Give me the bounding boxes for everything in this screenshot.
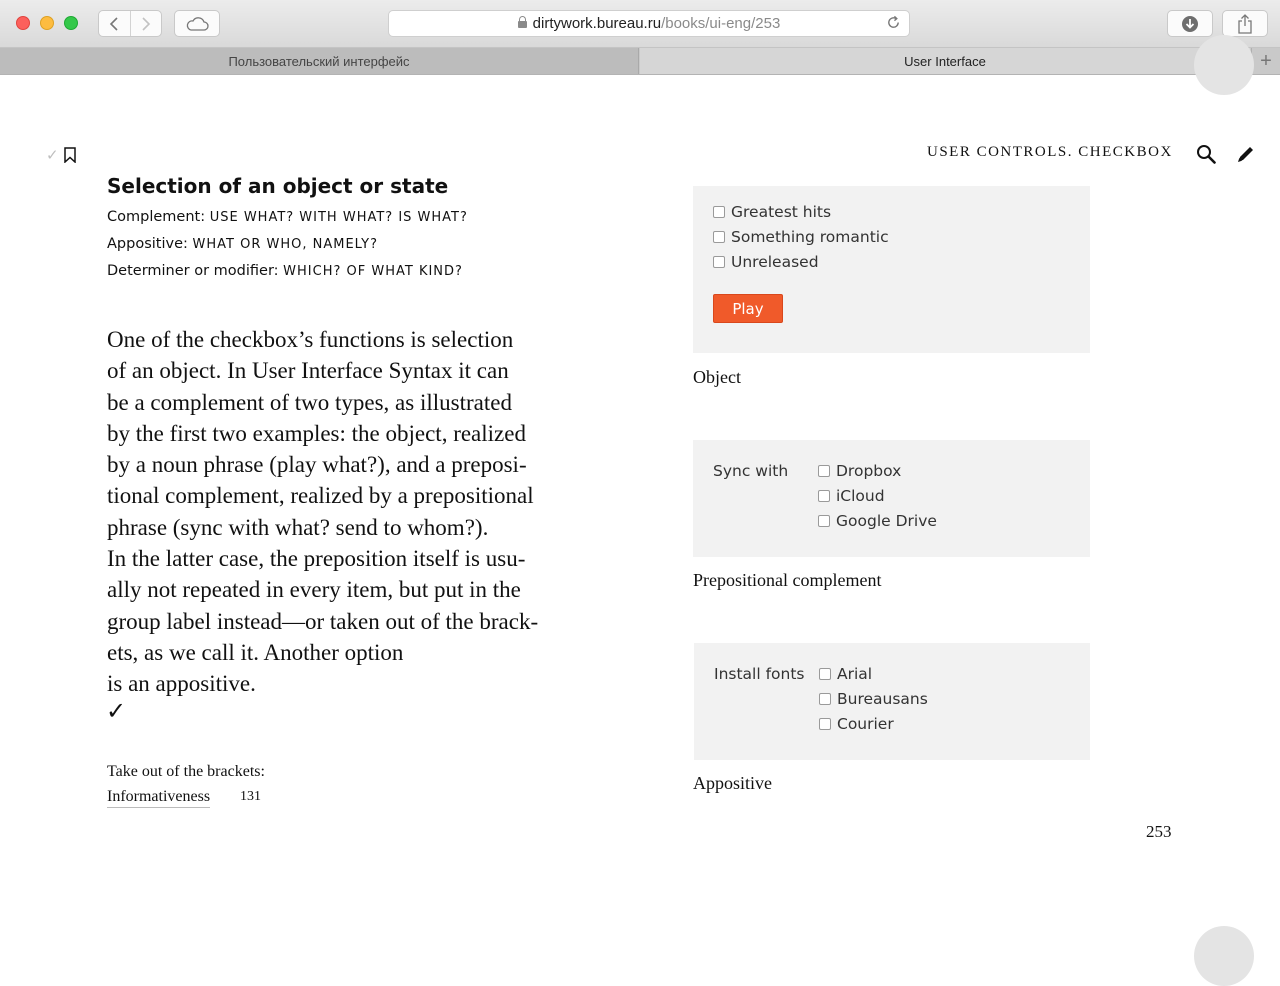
checkbox-greatest-hits[interactable] [713, 200, 831, 224]
checkbox-label: Greatest hits [731, 203, 832, 221]
checkbox-box[interactable] [713, 206, 725, 218]
pencil-icon[interactable] [1236, 144, 1256, 164]
checkbox-icloud[interactable] [818, 484, 885, 508]
checkbox-unreleased[interactable] [713, 250, 819, 274]
checkbox-box[interactable] [818, 515, 830, 527]
reload-button[interactable] [886, 15, 901, 35]
checkbox-something-romantic[interactable] [713, 225, 889, 249]
checkbox-courier[interactable] [819, 712, 894, 736]
body-line: In the latter case, the preposition itself is usu- [107, 546, 526, 572]
checkbox-label: Arial [837, 665, 873, 683]
checkbox-box[interactable] [819, 718, 831, 730]
body-line: One of the checkbox’s functions is selection [107, 327, 514, 352]
url-host: dirtywork.bureau.ru [532, 15, 662, 32]
lock-icon [518, 21, 527, 28]
sub-line-questions: USE WHAT? WITH WHAT? IS WHAT? [209, 210, 468, 225]
checkbox-box[interactable] [818, 465, 830, 477]
group-label-install-fonts: Install fonts [714, 665, 805, 683]
bookmark-icon[interactable] [64, 147, 76, 163]
caption-object: Object [693, 367, 741, 387]
sub-line-prefix: Complement: [107, 209, 210, 225]
body-line: by a noun phrase (play what?), and a preposi- [107, 452, 527, 478]
left-column [107, 174, 607, 285]
share-button[interactable] [1222, 10, 1268, 37]
browser-toolbar [0, 0, 1280, 48]
window-close-button[interactable] [16, 16, 30, 30]
checkbox-label: Unreleased [731, 253, 819, 271]
body-paragraph [107, 324, 587, 700]
tab-bar [0, 48, 1280, 75]
body-line: phrase (sync with what? send to whom?). [107, 514, 489, 540]
checkbox-label: Courier [837, 715, 894, 733]
example-object-panel [693, 186, 1090, 353]
window-zoom-button[interactable] [64, 16, 78, 30]
window-minimize-button[interactable] [40, 16, 54, 30]
sub-line-determiner [107, 258, 607, 285]
sub-line-questions: WHICH? OF WHAT KIND? [283, 264, 463, 279]
checkbox-box[interactable] [818, 490, 830, 502]
back-forward-group [98, 10, 162, 37]
group-label-sync-with: Sync with [713, 462, 789, 480]
checkbox-label: Something romantic [731, 228, 889, 246]
ref-page-number: 131 [240, 789, 261, 804]
refs-label: Take out of the brackets: [107, 763, 265, 780]
checkbox-box[interactable] [713, 256, 725, 268]
new-tab-button[interactable]: + [1251, 48, 1280, 74]
ref-link-informativeness[interactable]: Informativeness [107, 787, 210, 808]
page-nav-circle-top[interactable] [1194, 35, 1254, 95]
body-line: tional complement, realized by a prepositional [107, 483, 534, 509]
page-nav-circle-bottom[interactable] [1194, 926, 1254, 986]
cloud-icon [185, 16, 209, 32]
reload-icon [886, 15, 901, 30]
icloud-tabs-button[interactable] [174, 10, 220, 37]
sub-line-prefix: Appositive: [107, 236, 193, 252]
share-icon [1237, 14, 1253, 34]
checkbox-box[interactable] [819, 693, 831, 705]
body-line: be a complement of two types, as illustrated [107, 389, 512, 415]
url-path: /books/ui-eng/253 [661, 15, 781, 32]
checkbox-label: Dropbox [836, 462, 902, 480]
example-prepositional-panel [693, 440, 1090, 557]
example-appositive-panel [694, 643, 1090, 760]
tab-user-interface[interactable] [640, 48, 1250, 74]
section-title: USER CONTROLS. CHECKBOX [927, 144, 1173, 160]
caption-appositive: Appositive [693, 773, 772, 793]
forward-button[interactable] [130, 11, 162, 36]
tab-label: Пользовательский интерфейс [228, 53, 410, 69]
chevron-left-icon [109, 17, 119, 31]
checkbox-bureausans[interactable] [819, 687, 928, 711]
body-line: is an appositive. [107, 671, 256, 697]
address-bar[interactable] [388, 10, 910, 37]
checkbox-box[interactable] [819, 668, 831, 680]
checkbox-arial[interactable] [819, 662, 872, 686]
page-number: 253 [1146, 822, 1172, 841]
body-line: ally not repeated in every item, but put in the [107, 577, 521, 603]
checkbox-dropbox[interactable] [818, 459, 901, 483]
body-line: by the first two examples: the object, realized [107, 420, 526, 446]
caption-prepositional: Prepositional complement [693, 570, 882, 590]
sub-line-prefix: Determiner or modifier: [107, 263, 284, 279]
page-heading: Selection of an object or state [107, 174, 449, 198]
checkbox-box[interactable] [713, 231, 725, 243]
checkbox-label: iCloud [836, 487, 885, 505]
sub-line-questions: WHAT OR WHO, NAMELY? [192, 237, 379, 252]
back-button[interactable] [99, 11, 130, 36]
read-mark-icon[interactable]: ✓ [46, 146, 59, 164]
check-mark-icon: ✓ [106, 697, 127, 725]
sub-line-appositive [107, 231, 607, 258]
download-icon [1181, 15, 1199, 33]
tab-russian[interactable] [0, 48, 639, 74]
tab-label: User Interface [904, 53, 986, 69]
sub-line-complement [107, 204, 607, 231]
checkbox-label: Google Drive [836, 512, 937, 530]
checkbox-label: Bureausans [837, 690, 928, 708]
play-button[interactable]: Play [713, 294, 783, 323]
downloads-button[interactable] [1167, 10, 1213, 37]
body-line: group label instead—or taken out of the brack- [107, 608, 539, 634]
chevron-right-icon [141, 17, 151, 31]
checkbox-google-drive[interactable] [818, 509, 937, 533]
body-line: ets, as we call it. Another option [107, 639, 404, 665]
body-line: of an object. In User Interface Syntax it can [107, 358, 509, 384]
search-icon[interactable] [1196, 144, 1216, 164]
